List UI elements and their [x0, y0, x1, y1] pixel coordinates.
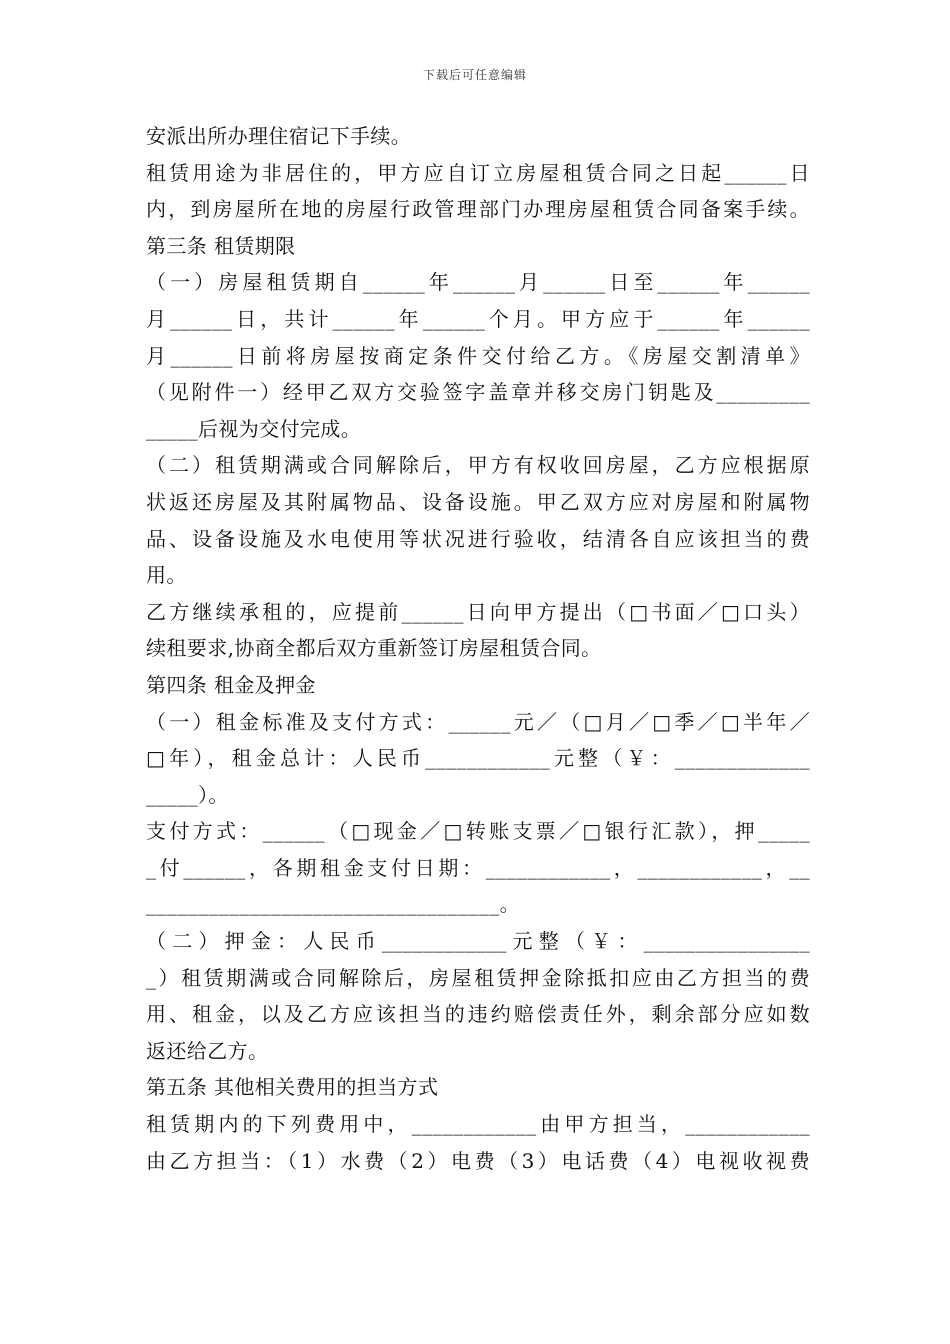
text-line: （一）租金标准及支付方式：______元／（□月／□季／□半年／	[146, 709, 810, 734]
text-line: （见附件一）经甲乙双方交验签字盖章并移交房门钥匙及_________	[146, 380, 810, 405]
text-line: 租赁期内的下列费用中，____________由甲方担当，____________	[146, 1112, 810, 1137]
text-line: _____后视为交付完成。	[146, 416, 362, 441]
text-line: 返还给乙方。	[146, 1038, 269, 1063]
text-line: _____）。	[146, 782, 229, 807]
text-line: 支付方式：______（□现金／□转账支票／□银行汇款），押_____	[146, 819, 810, 844]
text-line: _）租赁期满或合同解除后，房屋租赁押金除抵扣应由乙方担当的费	[146, 965, 810, 990]
text-line: 续租要求,协商全都后双方重新签订房屋租赁合同。	[146, 636, 602, 661]
text-line: 月______日前将房屋按商定条件交付给乙方。《房屋交割清单》	[146, 343, 810, 368]
text-line: _付______，各期租金支付日期：____________，____________，__	[146, 855, 810, 880]
text-line: 租赁用途为非居住的，甲方应自订立房屋租赁合同之日起______日	[146, 160, 810, 185]
text-line: __________________________________。	[146, 892, 520, 917]
text-line: 月______日，共计______年______个月。甲方应于______年______	[146, 306, 810, 331]
document-body	[146, 118, 810, 1179]
text-line: 品、设备设施及水电使用等状况进行验收，结清各自应该担当的费	[146, 526, 810, 551]
text-line: 安派出所办理住宿记下手续。	[146, 124, 412, 148]
page-header: 下载后可任意编辑	[422, 68, 527, 82]
text-line: 内，到房屋所在地的房屋行政管理部门办理房屋租赁合同备案手续。	[146, 197, 810, 222]
text-line: 第五条 其他相关费用的担当方式	[146, 1075, 439, 1100]
text-line: 用、租金，以及乙方应该担当的违约赔偿责任外，剩余部分应如数	[146, 1002, 810, 1027]
text-line: 状返还房屋及其附属物品、设备设施。甲乙双方应对房屋和附属物	[146, 489, 810, 514]
text-line: （一）房屋租赁期自______年______月______日至______年______	[146, 270, 810, 295]
text-line: 乙方继续承租的，应提前______日向甲方提出（□书面／□口头）	[146, 599, 810, 624]
text-line: 第三条 租赁期限	[146, 233, 296, 258]
text-line: （二）租赁期满或合同解除后，甲方有权收回房屋，乙方应根据原	[146, 453, 810, 478]
text-line: 第四条 租金及押金	[146, 672, 316, 697]
text-line: 由乙方担当：（1）水费（2）电费（3）电话费（4）电视收视费	[146, 1148, 810, 1173]
text-line: □年），租金总计：人民币____________元整（￥：_____________	[146, 746, 810, 771]
text-line: 用。	[146, 563, 187, 588]
text-line: （二）押金：人民币____________元整（￥：________________	[146, 929, 810, 954]
